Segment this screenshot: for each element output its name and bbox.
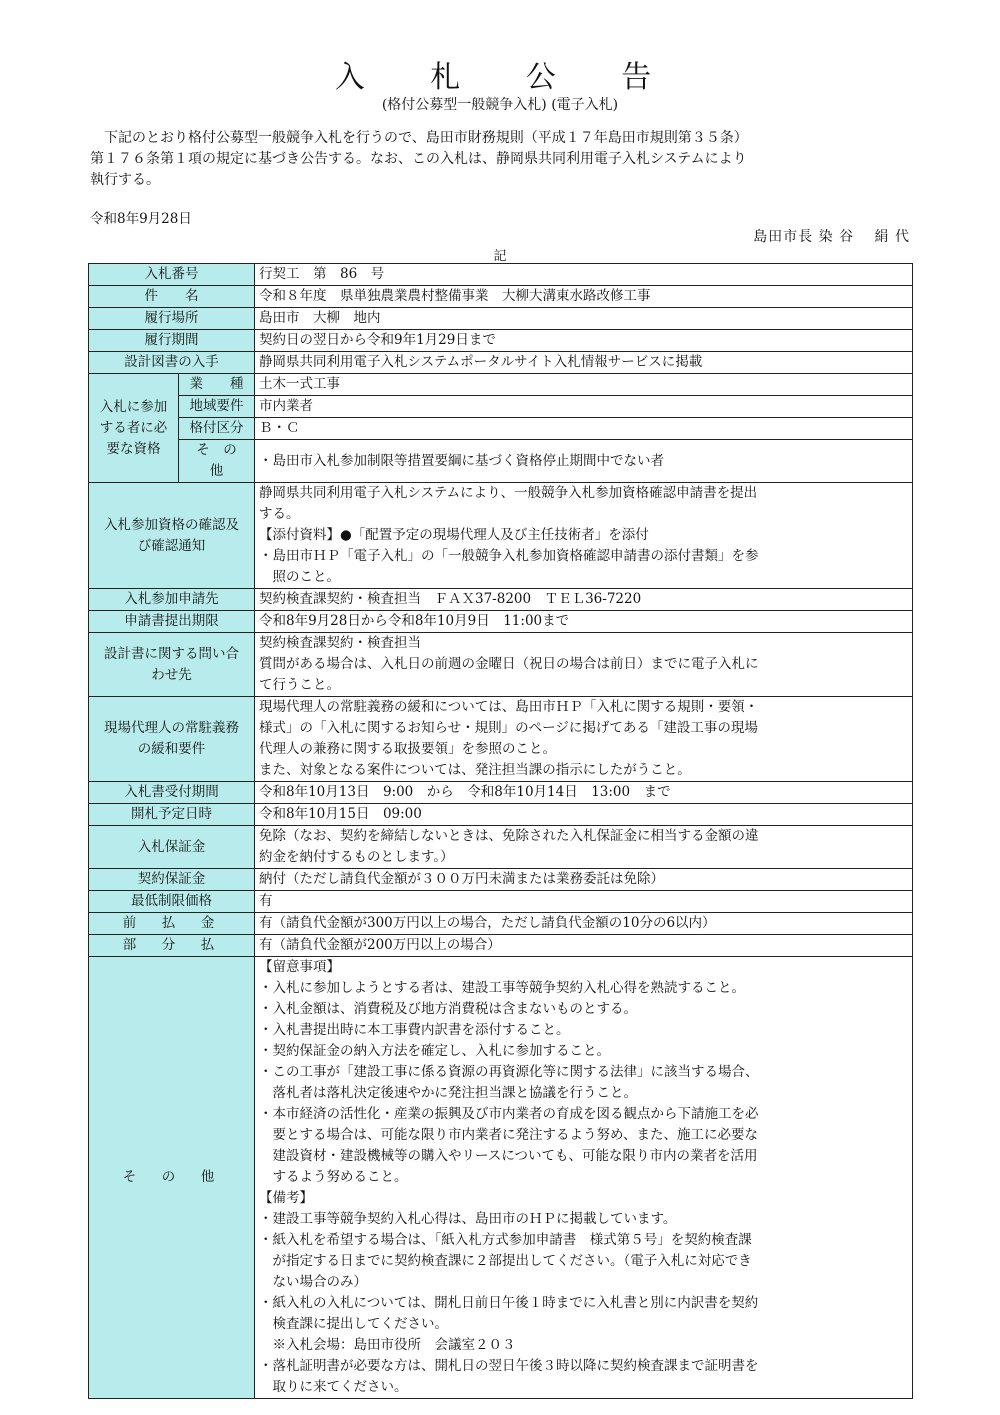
sub-label: 地域要件 bbox=[179, 396, 255, 418]
row-label: 入札参加申請先 bbox=[89, 589, 255, 611]
table-row bbox=[89, 589, 913, 611]
confirm-label bbox=[89, 483, 255, 589]
text-line: ・紙入札を希望する場合は、「紙入札方式参加申請書 様式第５号」を契約検査課 bbox=[259, 1232, 752, 1248]
opening-value: 令和8年10月15日 09:00 bbox=[255, 804, 913, 826]
notice-table bbox=[88, 263, 913, 1399]
text-line: 【添付資料】●「配置予定の現場代理人及び主任技術者」を添付 bbox=[259, 527, 649, 543]
ki-heading: 記 bbox=[493, 249, 507, 264]
rank-value: Ｂ・Ｃ bbox=[255, 418, 913, 440]
text-line: ・この工事が「建設工事に係る資源の再資源化等に関する法律」に該当する場合、 bbox=[259, 1064, 759, 1080]
row-label: 最低制限価格 bbox=[89, 891, 255, 913]
text-line: 様式」の「入札に関するお知らせ・規則」のページに掲げてある「建設工事の現場 bbox=[259, 720, 758, 736]
table-row bbox=[89, 483, 913, 589]
row-label: 履行期間 bbox=[89, 330, 255, 352]
text-line: また、対象となる案件については、発注担当課の指示にしたがうこと。 bbox=[259, 762, 691, 778]
intro-line: 下記のとおり格付公募型一般競争入札を行うので、島田市財務規則（平成１７年島田市規則第３５条） bbox=[90, 130, 748, 146]
label-line: び確認通知 bbox=[137, 537, 206, 554]
table-row bbox=[89, 308, 913, 330]
row-label: 開札予定日時 bbox=[89, 804, 255, 826]
table-row bbox=[89, 697, 913, 782]
advance-value: 有（請負代金額が300万円以上の場合，ただし請負代金額の10分の6以内） bbox=[255, 913, 913, 935]
table-row bbox=[89, 633, 913, 697]
text-line: 【留意事項】 bbox=[259, 959, 340, 975]
text-line: 契約検査課契約・検査担当 bbox=[259, 635, 421, 651]
intro-paragraph bbox=[90, 128, 850, 191]
row-label: 履行場所 bbox=[89, 308, 255, 330]
agent-label bbox=[89, 697, 255, 782]
text-line: ・入札金額は、消費税及び地方消費税は含まないものとする。 bbox=[259, 1001, 637, 1017]
intro-line: 執行する。 bbox=[90, 172, 160, 188]
label-line: 要な資格 bbox=[106, 440, 161, 457]
confirm-value bbox=[255, 483, 913, 589]
table-row bbox=[89, 913, 913, 935]
text-line: 落札者は落札決定後速やかに発注担当課と協議を行うこと。 bbox=[259, 1085, 637, 1101]
table-row bbox=[89, 869, 913, 891]
drawings-value: 静岡県共同利用電子入札システムポータルサイト入札情報サービスに掲載 bbox=[255, 352, 913, 374]
text-line: ※入札会場：島田市役所 会議室２０３ bbox=[259, 1337, 516, 1353]
text-line: ・紙入札の入札については、開札日前日午後１時までに入札書と別に内訳書を契約 bbox=[259, 1295, 759, 1311]
inquiry-label bbox=[89, 633, 255, 697]
label-line: わせ先 bbox=[151, 666, 192, 683]
text-line: 静岡県共同利用電子入札システムにより、一般競争入札参加資格確認申請書を提出 bbox=[259, 485, 758, 501]
text-line: 照のこと。 bbox=[259, 569, 340, 585]
text-line: 取りに来てください。 bbox=[259, 1379, 408, 1395]
row-label: 部 分 払 bbox=[89, 935, 255, 957]
apply-to-value: 契約検査課契約・検査担当 ＦＡＸ37-8200 ＴＥＬ36-7220 bbox=[255, 589, 913, 611]
text-line: 現場代理人の常駐義務の緩和については、島田市ＨＰ「入札に関する規則・要領・ bbox=[259, 699, 759, 715]
row-label: 前 払 金 bbox=[89, 913, 255, 935]
text-line: 【備考】 bbox=[259, 1190, 313, 1206]
other-notes-value bbox=[255, 957, 913, 1399]
label-line: 入札に参加 bbox=[99, 398, 168, 415]
label-line: する者に必 bbox=[99, 419, 168, 436]
table-row bbox=[89, 286, 913, 308]
row-label: 契約保証金 bbox=[89, 869, 255, 891]
text-line: て行うこと。 bbox=[259, 677, 340, 693]
table-row bbox=[89, 352, 913, 374]
text-line: 約金を納付するものとします。） bbox=[259, 849, 454, 865]
table-row bbox=[89, 957, 913, 1399]
label-line: 設計書に関する問い合 bbox=[104, 645, 239, 662]
text-line: 代理人の兼務に関する取扱要領」を参照のこと。 bbox=[259, 741, 556, 757]
signer: 島田市長 染 谷 絹 代 bbox=[753, 229, 910, 245]
inquiry-value bbox=[255, 633, 913, 697]
min-price-value: 有 bbox=[255, 891, 913, 913]
table-row bbox=[89, 396, 913, 418]
text-line: ・本市経済の活性化・産業の振興及び市内業者の育成を図る観点から下請施工を必 bbox=[259, 1106, 759, 1122]
text-line: ・入札に参加しようとする者は、建設工事等競争契約入札心得を熟読すること。 bbox=[259, 980, 745, 996]
label-line: の緩和要件 bbox=[137, 741, 206, 757]
bid-number-value: 行契工 第 86 号 bbox=[255, 264, 913, 286]
text-line: 建設資材・建設機械等の購入やリースについても、可能な限り市内の業者を活用 bbox=[259, 1148, 758, 1164]
table-row bbox=[89, 782, 913, 804]
region-value: 市内業者 bbox=[255, 396, 913, 418]
page-subtitle: (格付公募型一般競争入札) (電子入札) bbox=[381, 97, 619, 113]
text-line: ・入札書提出時に本工事費内訳書を添付すること。 bbox=[259, 1022, 570, 1038]
industry-value: 土木一式工事 bbox=[255, 374, 913, 396]
text-line: 免除（なお、契約を締結しないときは、免除された入札保証金に相当する金額の違 bbox=[259, 828, 759, 844]
row-label: 入札番号 bbox=[89, 264, 255, 286]
text-line: ない場合のみ） bbox=[259, 1274, 367, 1290]
label-line: 現場代理人の常駐義務 bbox=[104, 720, 239, 736]
text-line: ・島田市ＨＰ「電子入札」の「一般競争入札参加資格確認申請書の添付書類」を参 bbox=[259, 548, 759, 564]
row-label: 設計図書の入手 bbox=[89, 352, 255, 374]
agent-value bbox=[255, 697, 913, 782]
deadline-value: 令和8年9月28日から令和8年10月9日 11:00まで bbox=[255, 611, 913, 633]
table-row bbox=[89, 935, 913, 957]
text-line: 質問がある場合は、入札日の前週の金曜日（祝日の場合は前日）までに電子入札に bbox=[259, 656, 759, 672]
intro-line: 第１７６条第１項の規定に基づき公告する。なお、この入札は、静岡県共同利用電子入札システムにより bbox=[90, 151, 747, 167]
table-row bbox=[89, 611, 913, 633]
row-label: 入札保証金 bbox=[89, 826, 255, 869]
label-line: 入札参加資格の確認及 bbox=[104, 516, 239, 533]
contract-bond-value: 納付（ただし請負代金額が３００万円未満または業務委託は免除） bbox=[255, 869, 913, 891]
text-line: が指定する日までに契約検査課に２部提出してください。（電子入札に対応でき bbox=[259, 1253, 752, 1269]
text-line: ・建設工事等競争契約入札心得は、島田市のＨＰに掲載しています。 bbox=[259, 1211, 677, 1227]
location-value: 島田市 大柳 地内 bbox=[255, 308, 913, 330]
table-row bbox=[89, 440, 913, 483]
table-row bbox=[89, 804, 913, 826]
text-line: するよう努めること。 bbox=[259, 1169, 408, 1185]
notice-date: 令和8年9月28日 bbox=[90, 211, 192, 227]
page-title: 入 札 公 告 bbox=[334, 60, 680, 95]
table-row bbox=[89, 374, 913, 396]
row-label: 申請書提出期限 bbox=[89, 611, 255, 633]
row-label: そ の 他 bbox=[89, 957, 255, 1399]
table-row bbox=[89, 826, 913, 869]
qualification-other-value: ・島田市入札参加制限等措置要綱に基づく資格停止期間中でない者 bbox=[255, 440, 913, 483]
text-line: する。 bbox=[259, 506, 300, 522]
table-row bbox=[89, 264, 913, 286]
qualification-label bbox=[89, 374, 179, 483]
bid-bond-value bbox=[255, 826, 913, 869]
text-line: ・契約保証金の納入方法を確定し、入札に参加すること。 bbox=[259, 1043, 610, 1059]
sub-label: 格付区分 bbox=[179, 418, 255, 440]
table-row bbox=[89, 891, 913, 913]
period-value: 契約日の翌日から令和9年1月29日まで bbox=[255, 330, 913, 352]
table-row bbox=[89, 418, 913, 440]
text-line: 要とする場合は、可能な限り市内業者に発注するよう努め、また、施工に必要な bbox=[259, 1127, 758, 1143]
row-label: 入札書受付期間 bbox=[89, 782, 255, 804]
sub-label: そ の 他 bbox=[179, 440, 255, 483]
sub-label: 業 種 bbox=[179, 374, 255, 396]
text-line: 検査課に提出してください。 bbox=[259, 1316, 448, 1332]
partial-value: 有（請負代金額が200万円以上の場合） bbox=[255, 935, 913, 957]
row-label: 件 名 bbox=[89, 286, 255, 308]
project-name-value: 令和８年度 県単独農業農村整備事業 大柳大溝東水路改修工事 bbox=[255, 286, 913, 308]
receipt-value: 令和8年10月13日 9:00 から 令和8年10月14日 13:00 まで bbox=[255, 782, 913, 804]
table-row bbox=[89, 330, 913, 352]
text-line: ・落札証明書が必要な方は、開札日の翌日午後３時以降に契約検査課まで証明書を bbox=[259, 1358, 759, 1374]
